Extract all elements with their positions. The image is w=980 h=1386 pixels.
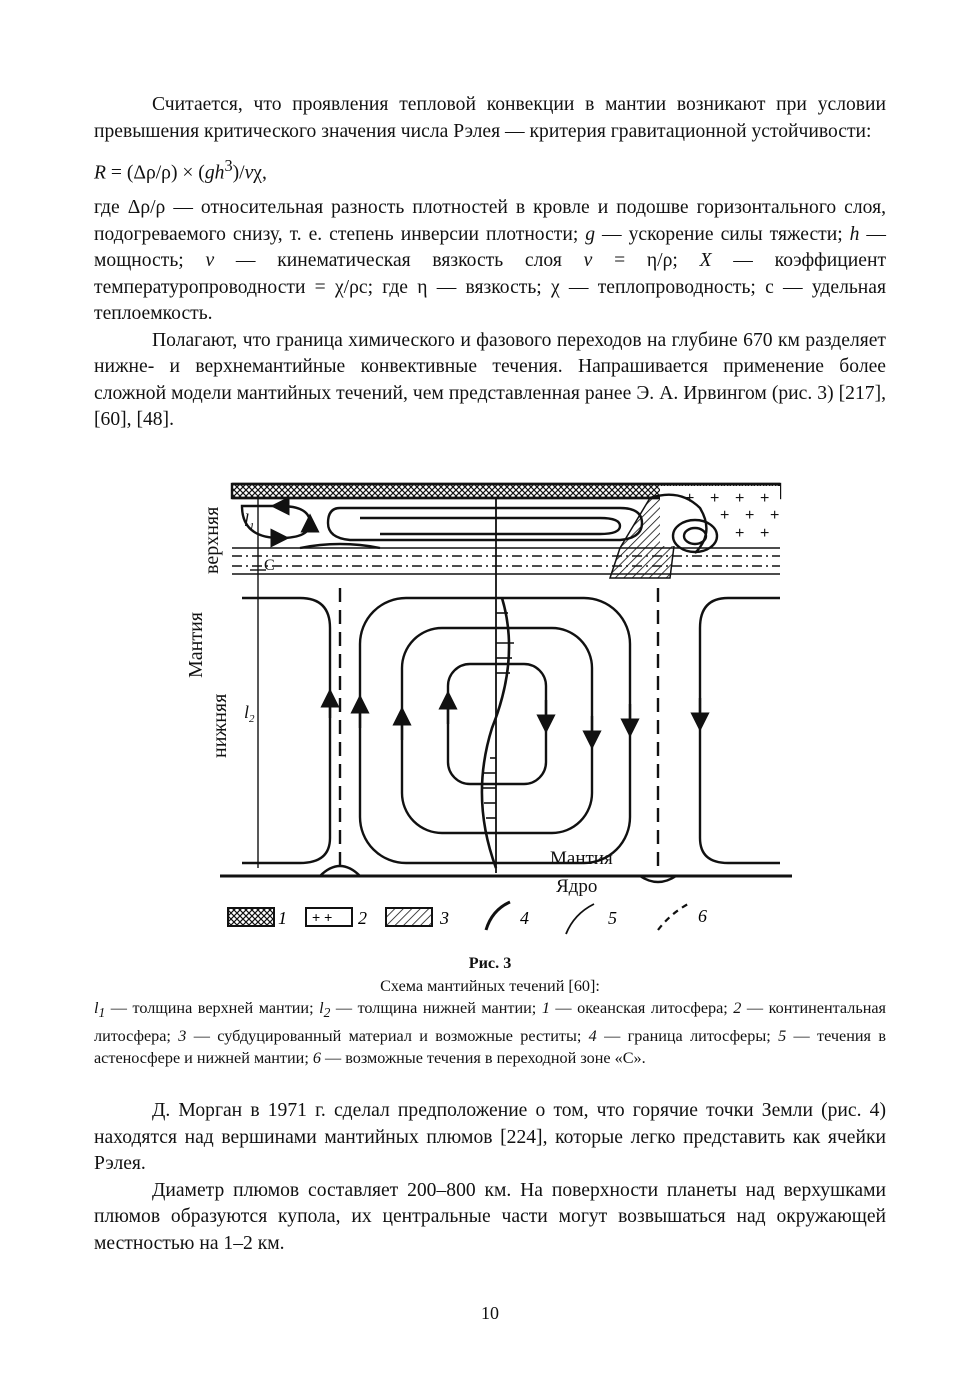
formula-R: R: [94, 162, 106, 184]
svg-text:+: +: [745, 507, 755, 524]
legend-label-2: 2: [358, 908, 367, 928]
formula-chi: χ,: [253, 162, 267, 184]
cap-t4: — континентальная литосфера;: [94, 999, 887, 1045]
legend-swatch-4: [486, 902, 510, 930]
legend-label-1: 1: [278, 908, 287, 928]
formula-exponent: 3: [224, 156, 233, 175]
upper-cell-center-inner: [360, 518, 620, 534]
svg-text:+: +: [735, 525, 745, 542]
cap-t3: — океанская литосфера;: [549, 999, 734, 1017]
svg-text:+: +: [710, 490, 720, 507]
lower-cell-left: [242, 598, 330, 863]
legend-swatch-2-plus: + +: [312, 909, 333, 925]
svg-text:+: +: [735, 490, 745, 507]
cap-n4: 4: [588, 1026, 597, 1045]
paragraph-morgan: Д. Морган в 1971 г. сделал предположение о том, что горячие точки Земли (рис. 4) находятся над вершинами мантийных плюмов [224], которые легко представить как ячейки Рэлея.: [94, 1100, 886, 1174]
label-mantle: Мантия: [185, 611, 207, 678]
figure-caption: [94, 952, 886, 1070]
legend-swatch-3: [386, 908, 432, 926]
svg-text:+: +: [720, 507, 730, 524]
svg-text:+: +: [770, 507, 780, 524]
legend-X: X: [699, 250, 712, 272]
paragraph-670km: Полагают, что граница химического и фазового переходов на глубине 670 км разделяет нижне- и верхнемантийные конвективные течения. Напрашивается применение более сложной модели мантийных течений, чем представленная ранее Э. А. Ирвингом (рис. 3) [217], [60], [48].: [94, 329, 886, 431]
lower-cell-center-outer: [360, 598, 630, 863]
paragraph-rayleigh-intro: Считается, что проявления тепловой конвекции в мантии возникают при условии превышения критического значения числа Рэлея — критерия гравитационной устойчивости:: [94, 94, 886, 142]
formula-h: h: [214, 162, 225, 184]
bottom-text-block: [94, 1098, 886, 1257]
cap-t5: — субдуцированный материал и возможные реститы;: [186, 1026, 589, 1045]
cap-t6: — граница литосферы;: [596, 1026, 779, 1045]
cap-n3: 3: [178, 1026, 187, 1045]
formula-part-b: )/: [232, 162, 245, 184]
legend-swatch-1: [228, 908, 274, 926]
legend-text-d: — кинематическая вязкость слоя: [214, 250, 584, 272]
legend-h: h: [849, 223, 860, 245]
label-c-zone: С: [264, 557, 275, 574]
label-mantle-bottom: Мантия: [550, 848, 613, 869]
formula-g: g: [204, 162, 215, 184]
legend-text-c: — мощность;: [94, 223, 886, 272]
label-lower: нижняя: [209, 693, 231, 758]
lower-cell-right: [700, 598, 780, 863]
caption-title: Рис. 3: [468, 954, 512, 972]
paragraph-plume-diameter: Диаметр плюмов составляет 200–800 км. На поверхности планеты над верхушками плюмов образуются купола, их центральные части могут возвышаться над окружающей местностью на 1–2 км.: [94, 1179, 886, 1254]
legend-g: g: [585, 223, 596, 245]
legend-v: v: [205, 250, 215, 272]
legend-text-a: где Δρ/ρ — относительная разность плотностей в кровле и подошве горизонтального слоя, подогреваемого снизу, т. е. степень инверсии плотности;: [94, 197, 886, 245]
legend-label-6: 6: [698, 906, 707, 926]
cap-t2: — толщина нижней мантии;: [330, 999, 542, 1017]
caption-body: [94, 997, 886, 1070]
upper-mantle-zone: [232, 484, 780, 578]
cap-l2: l: [319, 999, 324, 1017]
legend-label-4: 4: [520, 908, 529, 928]
svg-text:+: +: [760, 525, 770, 542]
caption-subtitle: Схема мантийных течений [60]:: [380, 976, 600, 995]
legend-text-b: — ускорение силы тяжести;: [595, 223, 850, 245]
legend-text-e: = η/ρ;: [592, 250, 700, 272]
mantle-flow-figure: [180, 478, 800, 938]
top-text-block: [94, 92, 886, 434]
legend-text-f: — коэффициент температуропроводности = χ/ρc; где η — вязкость; χ — теплопроводность; с — удельная теплоемкость.: [94, 250, 887, 325]
formula-v: v: [244, 162, 254, 184]
label-l2: $l_2$: [244, 702, 255, 725]
cap-l1: l: [94, 999, 99, 1017]
legend-v2: v: [583, 250, 593, 272]
cap-n1: 1: [541, 999, 550, 1017]
cap-t7: — течения в астеносфере и нижней мантии;: [94, 1026, 886, 1068]
legend-label-5: 5: [608, 908, 617, 928]
label-core: Ядро: [556, 876, 598, 897]
formula-part-a: = (Δρ/ρ) × (: [105, 162, 205, 184]
profile-ticks: [483, 613, 514, 818]
label-upper: верхняя: [201, 506, 223, 574]
figure-legend: [228, 902, 707, 934]
svg-text:+: +: [685, 490, 695, 507]
cap-l1-sub: 1: [98, 1005, 106, 1021]
cap-n6: 6: [312, 1049, 321, 1068]
cap-t1: — толщина верхней мантии;: [105, 999, 320, 1017]
page-number: 10: [481, 1303, 499, 1323]
label-l1: $l_1$: [244, 510, 255, 533]
cap-l2-sub: 2: [323, 1005, 331, 1021]
rayleigh-formula: [94, 153, 886, 187]
paragraph-formula-legend: [94, 195, 886, 328]
svg-text:+: +: [760, 490, 770, 507]
legend-swatch-6: [658, 904, 688, 930]
legend-swatch-5: [566, 904, 594, 934]
cap-n5: 5: [778, 1026, 787, 1045]
upper-cell-center-outer: [328, 508, 642, 540]
cap-n2: 2: [733, 999, 742, 1017]
cap-t8: — возможные течения в переходной зоне «С».: [320, 1049, 646, 1068]
figure-labels: [185, 507, 613, 897]
lower-cell-center-inner: [448, 664, 546, 784]
legend-label-3: 3: [440, 908, 449, 928]
